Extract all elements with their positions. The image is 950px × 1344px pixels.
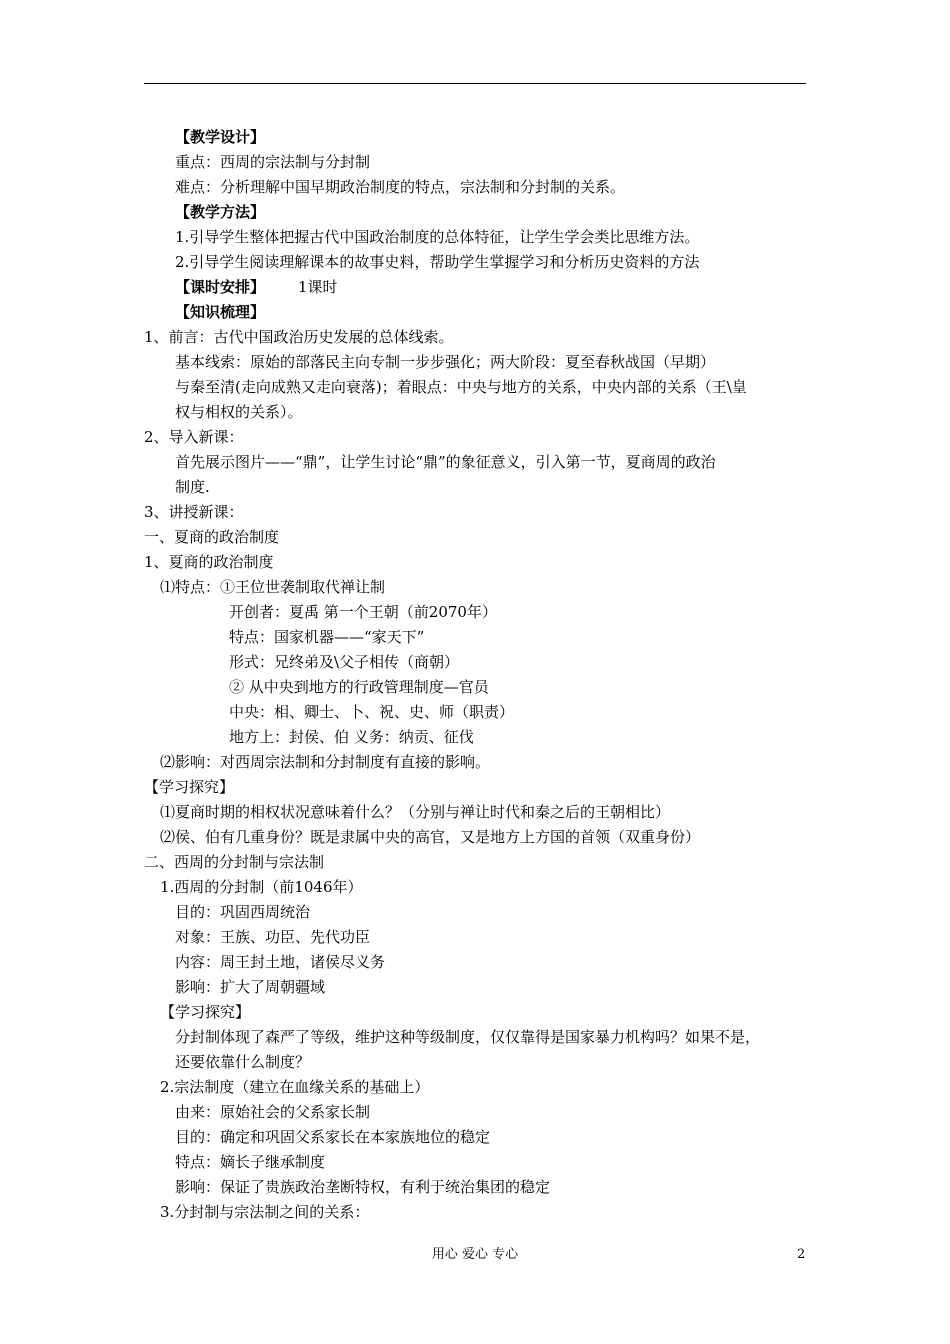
list-item: 影响：保证了贵族政治垄断特权，有利于统治集团的稳定 bbox=[175, 1178, 551, 1196]
method-item: 1.引导学生整体把握古代中国政治制度的总体特征，让学生学会类比思维方法。 bbox=[175, 228, 700, 246]
section-heading: 3、讲授新课： bbox=[144, 503, 244, 521]
list-item: 对象：王族、功臣、先代功臣 bbox=[175, 928, 371, 946]
list-item: ⑵侯、伯有几重身份？既是隶属中央的高官，又是地方上方国的首领（双重身份） bbox=[160, 828, 701, 846]
difficult-point: 难点：分析理解中国早期政治制度的特点，宗法制和分封制的关系。 bbox=[175, 178, 626, 196]
heading-study-inquiry: 【学习探究】 bbox=[160, 1003, 251, 1021]
heading-teaching-method: 【教学方法】 bbox=[175, 203, 266, 221]
list-item: ② 从中央到地方的行政管理制度—官员 bbox=[229, 678, 489, 696]
list-item: 开创者：夏禹 第一个王朝（前2070年） bbox=[229, 603, 497, 621]
subsection-heading: 3.分封制与宗法制之间的关系： bbox=[160, 1203, 370, 1221]
list-item: ⑴夏商时期的相权状况意味着什么？（分别与禅让时代和秦之后的王朝相比） bbox=[160, 803, 671, 821]
list-item: ⑵影响：对西周宗法制和分封制度有直接的影响。 bbox=[160, 753, 491, 771]
method-item: 2.引导学生阅读理解课本的故事史料，帮助学生掌握学习和分析历史资料的方法 bbox=[175, 253, 700, 271]
subsection-heading: 1、夏商的政治制度 bbox=[144, 553, 274, 571]
paragraph-line: 制度. bbox=[175, 478, 210, 496]
list-item: 内容：周王封土地，诸侯尽义务 bbox=[175, 953, 386, 971]
subsection-heading: 2.宗法制度（建立在血缘关系的基础上） bbox=[160, 1078, 430, 1096]
list-item: 中央：相、卿士、卜、祝、史、师（职责） bbox=[229, 703, 515, 721]
section-heading: 2、导入新课： bbox=[144, 428, 244, 446]
heading-knowledge-outline: 【知识梳理】 bbox=[175, 303, 266, 321]
list-item: 形式：兄终弟及\父子相传（商朝） bbox=[229, 653, 460, 671]
section-heading: 二、西周的分封制与宗法制 bbox=[144, 853, 325, 871]
class-hours-value: 1课时 bbox=[298, 278, 338, 296]
list-item: 特点：国家机器——“家天下” bbox=[229, 628, 425, 646]
section-heading: 1、前言：古代中国政治历史发展的总体线索。 bbox=[144, 328, 454, 346]
list-item: ⑴特点：①王位世袭制取代禅让制 bbox=[160, 578, 386, 596]
list-item: 地方上：封侯、伯 义务：纳贡、征伐 bbox=[229, 728, 474, 746]
list-item: 影响：扩大了周朝疆域 bbox=[175, 978, 326, 996]
paragraph-line: 与秦至清(走向成熟又走向衰落)；着眼点：中央与地方的关系，中央内部的关系（王\皇 bbox=[175, 378, 747, 396]
page-number: 2 bbox=[797, 1247, 806, 1262]
heading-study-inquiry: 【学习探究】 bbox=[144, 778, 235, 796]
list-item: 目的：确定和巩固父系家长在本家族地位的稳定 bbox=[175, 1128, 491, 1146]
list-item: 由来：原始社会的父系家长制 bbox=[175, 1103, 371, 1121]
paragraph-line: 首先展示图片——“鼎”，让学生讨论“鼎”的象征意义，引入第一节，夏商周的政治 bbox=[175, 453, 716, 471]
paragraph-line: 权与相权的关系）。 bbox=[175, 403, 303, 421]
list-item: 特点：嫡长子继承制度 bbox=[175, 1153, 326, 1171]
list-item: 目的：巩固西周统治 bbox=[175, 903, 311, 921]
paragraph-line: 还要依靠什么制度？ bbox=[175, 1053, 311, 1071]
subsection-heading: 1.西周的分封制（前1046年） bbox=[160, 878, 363, 896]
heading-teaching-design: 【教学设计】 bbox=[175, 128, 266, 146]
footer-motto: 用心 爱心 专心 bbox=[431, 1247, 519, 1262]
paragraph-line: 基本线索：原始的部落民主向专制一步步强化；两大阶段：夏至春秋战国（早期） bbox=[175, 353, 716, 371]
header-rule bbox=[144, 83, 806, 84]
section-heading: 一、夏商的政治制度 bbox=[144, 528, 280, 546]
key-point: 重点：西周的宗法制与分封制 bbox=[175, 153, 371, 171]
heading-class-hours: 【课时安排】 bbox=[175, 278, 266, 296]
paragraph-line: 分封制体现了森严了等级，维护这种等级制度，仅仅靠得是国家暴力机构吗？如果不是， bbox=[175, 1028, 761, 1046]
